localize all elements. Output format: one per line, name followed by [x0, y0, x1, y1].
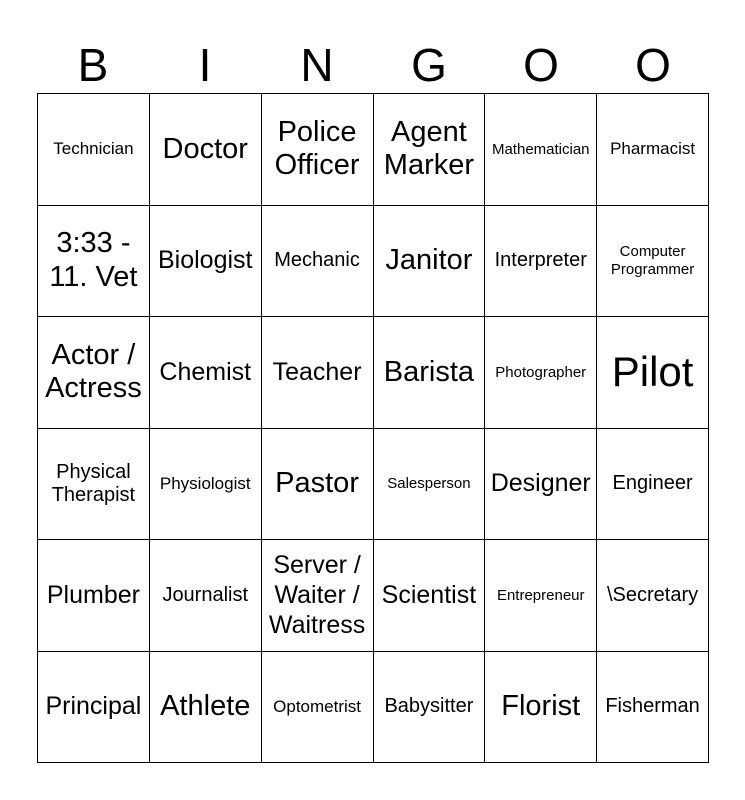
bingo-cell-r1-c2[interactable]: Mechanic [262, 206, 374, 318]
bingo-cell-r1-c4[interactable]: Interpreter [485, 206, 597, 318]
bingo-cell-r0-c0[interactable]: Technician [38, 94, 150, 206]
bingo-cell-r0-c2[interactable]: Police Officer [262, 94, 374, 206]
bingo-cell-r5-c5[interactable]: Fisherman [597, 652, 709, 764]
bingo-cell-r4-c5[interactable]: \Secretary [597, 540, 709, 652]
bingo-cell-r3-c4[interactable]: Designer [485, 429, 597, 541]
bingo-cell-r5-c1[interactable]: Athlete [150, 652, 262, 764]
bingo-cell-r4-c3[interactable]: Scientist [374, 540, 486, 652]
bingo-cell-r3-c1[interactable]: Physiologist [150, 429, 262, 541]
bingo-cell-r0-c3[interactable]: Agent Marker [374, 94, 486, 206]
bingo-cell-r2-c4[interactable]: Photographer [485, 317, 597, 429]
bingo-cell-r0-c4[interactable]: Mathematician [485, 94, 597, 206]
bingo-cell-r2-c1[interactable]: Chemist [150, 317, 262, 429]
bingo-cell-r5-c0[interactable]: Principal [38, 652, 150, 764]
bingo-cell-r0-c5[interactable]: Pharmacist [597, 94, 709, 206]
header-letter-i: I [198, 39, 212, 91]
bingo-cell-r2-c2[interactable]: Teacher [262, 317, 374, 429]
bingo-header [37, 36, 709, 94]
bingo-cell-r2-c0[interactable]: Actor / Actress [38, 317, 150, 429]
bingo-cell-r4-c0[interactable]: Plumber [38, 540, 150, 652]
header-letter-o: O [523, 39, 559, 91]
bingo-cell-r5-c3[interactable]: Babysitter [374, 652, 486, 764]
bingo-cell-r4-c1[interactable]: Journalist [150, 540, 262, 652]
bingo-cell-r1-c3[interactable]: Janitor [374, 206, 486, 318]
bingo-cell-r2-c5[interactable]: Pilot [597, 317, 709, 429]
bingo-cell-r1-c1[interactable]: Biologist [150, 206, 262, 318]
bingo-cell-r1-c5[interactable]: Computer Programmer [597, 206, 709, 318]
bingo-cell-r3-c2[interactable]: Pastor [262, 429, 374, 541]
bingo-cell-r1-c0[interactable]: 3:33 - 11. Vet [38, 206, 150, 318]
header-letter-o-2: O [635, 39, 671, 91]
bingo-cell-r4-c2[interactable]: Server / Waiter / Waitress [262, 540, 374, 652]
bingo-cell-r5-c4[interactable]: Florist [485, 652, 597, 764]
header-letter-n: N [300, 39, 334, 91]
bingo-cell-r0-c1[interactable]: Doctor [150, 94, 262, 206]
bingo-cell-r4-c4[interactable]: Entrepreneur [485, 540, 597, 652]
bingo-cell-r3-c3[interactable]: Salesperson [374, 429, 486, 541]
bingo-cell-r5-c2[interactable]: Optometrist [262, 652, 374, 764]
bingo-cell-r3-c0[interactable]: Physical Therapist [38, 429, 150, 541]
header-letter-b: B [77, 39, 109, 91]
bingo-cell-r2-c3[interactable]: Barista [374, 317, 486, 429]
header-letter-g: G [411, 39, 447, 91]
bingo-board [37, 93, 709, 763]
bingo-cell-r3-c5[interactable]: Engineer [597, 429, 709, 541]
